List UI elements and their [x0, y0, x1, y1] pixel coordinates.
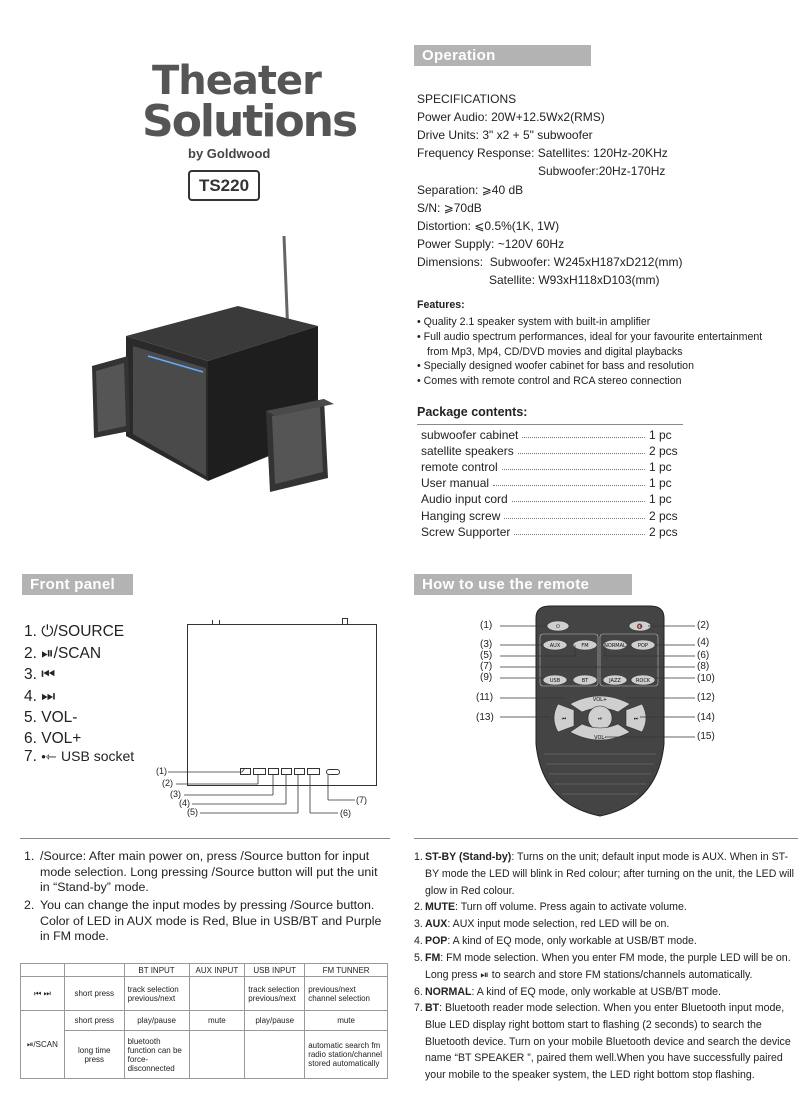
model-number: TS220 [198, 176, 250, 195]
power-icon: ⏻ [41, 623, 54, 640]
spec-row: Power Supply: ~120V 60Hz [417, 237, 565, 251]
spec-heading: SPECIFICATIONS [417, 92, 517, 106]
remote-key-label: NORMAL [604, 643, 626, 649]
remote-callout: (8) [697, 661, 710, 672]
remote-key-label: VOL- [594, 735, 606, 741]
spec-row: S/N: ⩾70dB [417, 201, 482, 215]
column-header: USB INPUT [245, 964, 305, 977]
feature-item: • Full audio spectrum performances, ideal for your favourite entertainment [417, 331, 763, 343]
logo-byline: by Goldwood [188, 146, 271, 161]
remote-callout: (1) [480, 620, 493, 631]
spec-row: Dimensions: Subwoofer: W245xH187xD212(mm) [417, 255, 683, 269]
remote-item: 6. NORMAL: A kind of EQ mode, only workable at USB/BT mode. [414, 986, 721, 998]
callout-label: (7) [356, 795, 367, 805]
remote-key-label: JAZZ [609, 678, 621, 684]
front-panel-item: 2. ⏯/SCAN [24, 645, 102, 662]
instruction-item: 2. You can change the input modes by pressing /Source button. Color of LED in AUX mode is Red, Blue in USB/BT and Purple in FM mode. [24, 898, 382, 944]
column-header: AUX INPUT [189, 964, 245, 977]
remote-callout: (4) [697, 637, 710, 648]
package-item: Hanging screw 2 pcs [421, 509, 678, 524]
spec-row: Separation: ⩾40 dB [417, 183, 524, 197]
remote-item: 7. BT: Bluetooth reader mode selection. When you enter Bluetooth input mode, Blue LED display right bottom start to flashing (2 seconds) to search the Bluetooth device. Turn on your mobile Bluetooth device and search the device name “BT SPEAKER ”, paired them well.When you have successfully paired your mobile to the speaker system, the LED right bottom stop flashing. [414, 1002, 791, 1082]
front-panel-item: 5. VOL- [24, 709, 78, 726]
table-row: ⏮ ⏭ short press track selection previous/next track selection previous/next previous/next channel selection [21, 977, 388, 1011]
remote-callout: (10) [697, 673, 715, 684]
remote-key-label: ⏻ [556, 624, 560, 630]
spec-row: Power Audio: 20W+12.5Wx2(RMS) [417, 110, 605, 124]
remote-key-label: 🔇 [636, 624, 644, 630]
brand-logo [142, 58, 357, 168]
remote-item: 2. MUTE: Turn off volume. Press again to activate volume. [414, 901, 687, 913]
remote-header [414, 574, 632, 614]
spec-row: Frequency Response: Satellites: 120Hz-20KHz [417, 146, 668, 160]
table-row: long time press bluetooth function can be force-disconnected automatic search fm radio station/channel stored automatically [21, 1031, 388, 1079]
remote-key-label: FM [581, 643, 589, 649]
remote-key-label: ⏮ [561, 716, 567, 722]
feature-item: • Specially designed woofer cabinet for bass and resolution [417, 360, 694, 372]
front-panel-item: 3. ⏮ [24, 666, 56, 683]
logo-line1: Theater [152, 58, 321, 104]
table-row: ⏯/SCAN short press play/pause mute play/pause mute [21, 1011, 388, 1031]
spec-row: Satellite: W93xH118xD103(mm) [489, 273, 660, 287]
package-item: User manual 1 pc [421, 476, 672, 491]
control-table [20, 963, 388, 1079]
callout-label: (5) [187, 807, 198, 817]
callout-label: (2) [162, 778, 173, 788]
spec-row: Drive Units: 3" x2 + 5" subwoofer [417, 128, 593, 142]
remote-key-label: POP [638, 643, 648, 649]
front-panel-callout-lines [150, 760, 390, 824]
remote-callout: (9) [480, 672, 493, 683]
remote-item: 3. AUX: AUX input mode selection, red LED will be on. [414, 918, 670, 930]
package-divider [417, 424, 683, 425]
column-header: BT INPUT [124, 964, 189, 977]
spec-row: Subwoofer:20Hz-170Hz [538, 164, 666, 178]
remote-callout: (15) [697, 731, 715, 742]
package-item: remote control 1 pc [421, 460, 672, 475]
column-header: FM TUNNER [305, 964, 388, 977]
package-item: Screw Supporter 2 pcs [421, 525, 678, 540]
divider [414, 838, 798, 839]
remote-key-label: ⏯ [597, 716, 603, 722]
remote-callout: (12) [697, 692, 715, 703]
remote-key-label: ROCK [635, 678, 651, 684]
remote-callout: (3) [480, 639, 493, 650]
callout-label: (6) [340, 808, 351, 818]
remote-callout: (7) [480, 661, 493, 672]
remote-callout: (11) [476, 692, 494, 703]
package-item: satellite speakers 2 pcs [421, 444, 678, 459]
remote-item: 4. POP: A kind of EQ mode, only workable at USB/BT mode. [414, 935, 697, 947]
product-image [88, 206, 368, 506]
remote-callout: (6) [697, 650, 710, 661]
operation-title: Operation explanation: [422, 47, 514, 85]
feature-item: from Mp3, Mp4, CD/DVD movies and digital playbacks [427, 346, 683, 358]
model-box [188, 170, 260, 201]
usb-icon: •⇽ [41, 749, 57, 764]
remote-key-label: ⏭ [633, 716, 639, 722]
callout-label: (1) [156, 766, 167, 776]
callout-label: (3) [170, 789, 181, 799]
package-item: Audio input cord 1 pc [421, 492, 672, 507]
logo-line2: Solutions [142, 96, 357, 147]
divider [20, 838, 390, 839]
front-panel-item: 1. ⏻/SOURCE [24, 623, 125, 640]
table-header-row [21, 964, 388, 977]
remote-callout-lines [495, 620, 700, 745]
feature-item: • Quality 2.1 speaker system with built-in amplifier [417, 316, 651, 328]
remote-callout: (13) [476, 712, 494, 723]
remote-key-label: BT [581, 678, 589, 684]
callout-label: (4) [179, 798, 190, 808]
remote-callout: (5) [480, 650, 493, 661]
package-heading: Package contents: [417, 405, 528, 419]
spec-row: Distortion: ⩽0.5%(1K, 1W) [417, 219, 560, 233]
remote-item: 5. FM: FM mode selection. When you enter FM mode, the purple LED will be on. Long press ⏯ to search and store FM stations/channels automatically. [414, 952, 791, 981]
front-panel-item: 4. ⏭ [24, 688, 56, 705]
features-heading: Features: [417, 299, 465, 311]
package-item: subwoofer cabinet 1 pc [421, 428, 672, 443]
remote-callout: (2) [697, 620, 710, 631]
feature-item: • Comes with remote control and RCA stereo connection [417, 375, 682, 387]
remote-title: How to use the remote control [422, 576, 590, 614]
remote-key-label: VOL+ [592, 697, 608, 703]
previous-icon: ⏮ [41, 666, 56, 683]
instruction-item: 1. /Source: After main power on, press /Source button for input mode selection. Long pressing /Source button will put the unit in “Stand-by” mode. [24, 849, 378, 895]
front-panel-header [22, 574, 133, 595]
remote-key-label: AUX [549, 643, 561, 649]
front-panel-title: Front panel [30, 576, 115, 593]
remote-key-label: USB [549, 678, 561, 684]
front-panel-item: 7. •⇽ USB socket [24, 748, 135, 765]
front-panel-item: 6. VOL+ [24, 730, 82, 747]
remote-item: 1. ST-BY (Stand-by): Turns on the unit; default input mode is AUX. When in ST-BY mode the LED will blink in Red colour; after turning on the unit, the LED will glow in Red colour. [414, 851, 795, 897]
operation-header [414, 45, 591, 85]
remote-callout: (14) [697, 712, 715, 723]
play-pause-icon: ⏯ [41, 645, 54, 662]
next-icon: ⏭ [41, 688, 56, 705]
